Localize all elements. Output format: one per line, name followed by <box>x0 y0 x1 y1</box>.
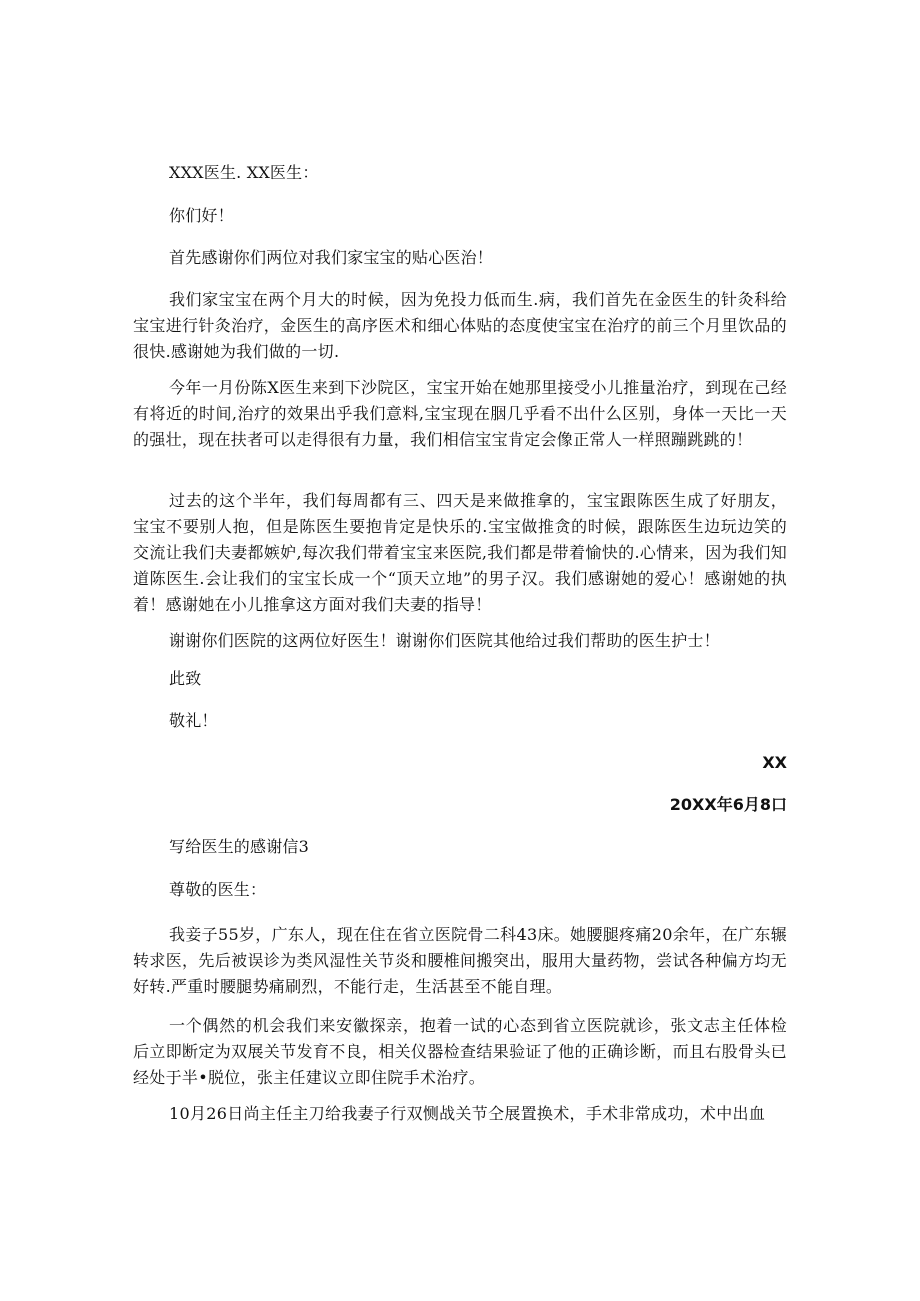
letter2-paragraph-2: 一个偶然的机会我们来安徽探亲，抱着一试的心态到省立医院就诊，张文志主任体检后立即断定为双展关节发育不良，相关仪器检查结果验证了他的正确诊断，而且右股骨头已经处于半•脱位，张主任建议立即住院手术治疗。 <box>133 1016 787 1087</box>
letter1-paragraph-2: 今年一月份陈X医生来到下沙院区，宝宝开始在她那里接受小儿推量治疗，到现在己经有将近的时间,治疗的效果出乎我们意料,宝宝现在胭几乎看不出什么区别，身体一天比一天的强壮，现在扶者可以走得很有力量，我们相信宝宝肯定会像正常人一样照蹦跳跳的！ <box>133 378 787 449</box>
letter1-greeting: 你们好！ <box>169 206 234 225</box>
letter1-thanks-intro: 首先感谢你们两位对我们家宝宝的贴心医治！ <box>169 248 494 267</box>
letter2-salutation: 尊敬的医生： <box>169 880 267 899</box>
letter1-paragraph-1: 我们家宝宝在两个月大的时候，因为免投力低而生.病，我们首先在金医生的针灸科给宝宝进行针灸治疗，金医生的高序医术和细心体贴的态度使宝宝在治疗的前三个月里饮品的很快.感谢她为我们做的一切. <box>133 290 787 361</box>
letter1-salutation: XXX医生. XX医生： <box>169 163 319 182</box>
letter1-closing-1: 此致 <box>169 669 202 688</box>
letter1-paragraph-3: 过去的这个半年，我们每周都有三、四天是来做推拿的，宝宝跟陈医生成了好朋友，宝宝不要别人抱，但是陈医生要抱肯定是快乐的.宝宝做推贪的时候，跟陈医生边玩边笑的交流让我们夫妻都嫉妒,每次我们带着宝宝来医院,我们都是带着愉快的.心情来，因为我们知道陈医生.会让我们的宝宝长成一个“顶天立地”的男子汉。我们感谢她的爱心！感谢她的执着！感谢她在小儿推拿这方面对我们夫妻的指导！ <box>133 491 787 614</box>
letter1-signature: XX <box>762 753 787 772</box>
letter1-date: 20XX年6月8口 <box>669 795 787 814</box>
letter2-title: 写给医生的感谢信3 <box>169 837 309 856</box>
letter2-paragraph-1: 我妾子55岁，广东人，现在住在省立医院骨二科43床。她腰腿疼痛20余年，在广东辗转求医，先后被误诊为类风湿性关节炎和腰椎间搬突出，服用大量药物，尝试各种偏方均无好转.严重时腰腿势痛刷烈，不能行走，生活甚至不能自理。 <box>133 925 787 996</box>
letter1-closing-2: 敬礼！ <box>169 711 218 730</box>
letter2-paragraph-3: 10月26日尚主任主刀给我妻子行双恻战关节仝展置换术，手术非常成功，术中出血 <box>169 1104 766 1123</box>
letter1-paragraph-4: 谢谢你们医院的这两位好医生！谢谢你们医院其他给过我们帮助的医生护士！ <box>169 631 720 650</box>
